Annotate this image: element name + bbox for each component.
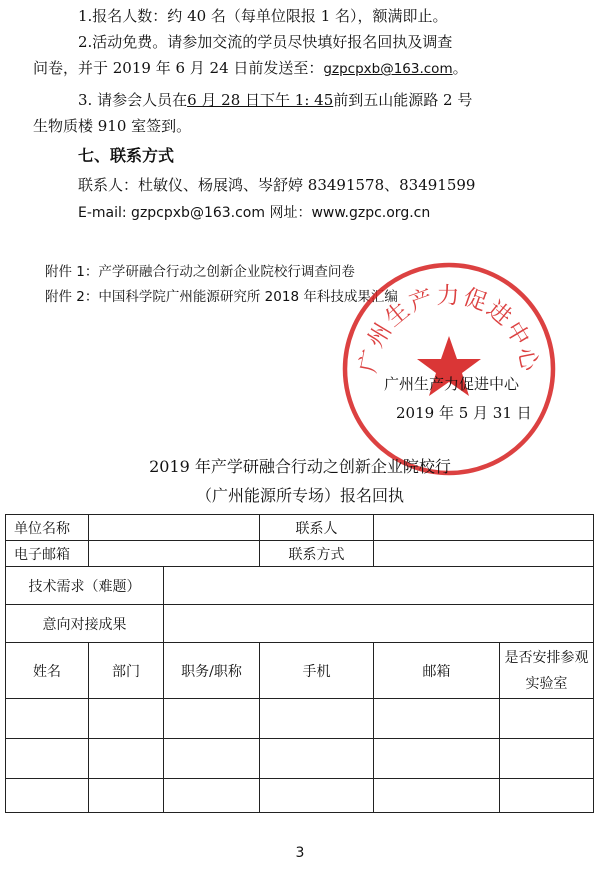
contact-people: 联系人：杜敏仪、杨展鸿、岑舒婷 83491578、83491599 — [78, 176, 476, 194]
column-header-mobile: 手机 — [260, 643, 374, 699]
table-cell[interactable] — [374, 779, 500, 813]
registration-item-3 — [78, 90, 472, 110]
column-header-lab-visit: 是否安排参观实验室 — [500, 643, 594, 699]
contact-method-label: 联系方式 — [260, 541, 374, 567]
deadline-text: 问卷，并于 2019 年 6 月 24 日前发送至： — [33, 59, 324, 77]
column-header-department: 部门 — [89, 643, 164, 699]
contact-email-web: E-mail: gzpcpxb@163.com 网址：www.gzpc.org.cn — [78, 205, 431, 221]
intended-results-label: 意向对接成果 — [6, 605, 164, 643]
attachment-1: 附件 1：产学研融合行动之创新企业院校行调查问卷 — [45, 264, 355, 280]
seal-text: 广州生产力促进中心 — [355, 283, 543, 376]
table-cell[interactable] — [164, 699, 260, 739]
registration-item-2-cont — [33, 58, 468, 79]
table-cell[interactable] — [374, 699, 500, 739]
page-number: 3 — [295, 845, 305, 861]
column-header-name: 姓名 — [6, 643, 89, 699]
table-cell[interactable] — [500, 739, 594, 779]
table-cell[interactable] — [164, 779, 260, 813]
table-cell[interactable] — [89, 739, 164, 779]
email-label: 电子邮箱 — [6, 541, 89, 567]
column-header-email: 邮箱 — [374, 643, 500, 699]
attachment-2: 附件 2：中国科学院广州能源研究所 2018 年科技成果汇编 — [45, 289, 398, 305]
table-cell[interactable] — [374, 739, 500, 779]
punct: 。 — [452, 59, 468, 77]
column-header-title: 职务/职称 — [164, 643, 260, 699]
email-link[interactable]: gzpcpxb@163.com — [323, 61, 453, 77]
unit-name-label: 单位名称 — [6, 515, 89, 541]
registration-item-1: 1.报名人数：约 40 名（每单位限报 1 名），额满即止。 — [78, 7, 448, 25]
signature-org: 广州生产力促进中心 — [384, 375, 520, 393]
form-title-line1: 2019 年产学研融合行动之创新企业院校行 — [149, 457, 451, 476]
table-cell[interactable] — [89, 779, 164, 813]
contact-method-field[interactable] — [374, 541, 594, 567]
table-row — [6, 739, 594, 779]
table-cell[interactable] — [164, 739, 260, 779]
table-cell[interactable] — [6, 699, 89, 739]
registration-form-table — [5, 514, 594, 813]
table-cell[interactable] — [500, 699, 594, 739]
contact-person-field[interactable] — [374, 515, 594, 541]
table-cell[interactable] — [500, 779, 594, 813]
registration-item-3-cont: 生物质楼 910 室签到。 — [33, 117, 192, 135]
signature-date: 2019 年 5 月 31 日 — [396, 404, 532, 422]
checkin-suffix: 前到五山能源路 2 号 — [333, 91, 473, 109]
tech-need-field[interactable] — [164, 567, 594, 605]
table-row — [6, 779, 594, 813]
form-title-line2: （广州能源所专场）报名回执 — [195, 486, 404, 505]
registration-item-2: 2.活动免费。请参加交流的学员尽快填好报名回执及调查 — [78, 33, 453, 51]
checkin-prefix: 3. 请参会人员在 — [78, 91, 188, 109]
table-row — [6, 699, 594, 739]
table-cell[interactable] — [260, 779, 374, 813]
table-cell[interactable] — [6, 779, 89, 813]
intended-results-field[interactable] — [164, 605, 594, 643]
contact-heading: 七、联系方式 — [78, 146, 175, 165]
checkin-time: 6 月 28 日下午 1: 45 — [187, 91, 334, 109]
email-field[interactable] — [89, 541, 260, 567]
contact-person-label: 联系人 — [260, 515, 374, 541]
unit-name-field[interactable] — [89, 515, 260, 541]
official-seal-icon — [338, 258, 560, 480]
table-cell[interactable] — [6, 739, 89, 779]
tech-need-label: 技术需求（难题） — [6, 567, 164, 605]
table-cell[interactable] — [89, 699, 164, 739]
table-cell[interactable] — [260, 739, 374, 779]
table-cell[interactable] — [260, 699, 374, 739]
